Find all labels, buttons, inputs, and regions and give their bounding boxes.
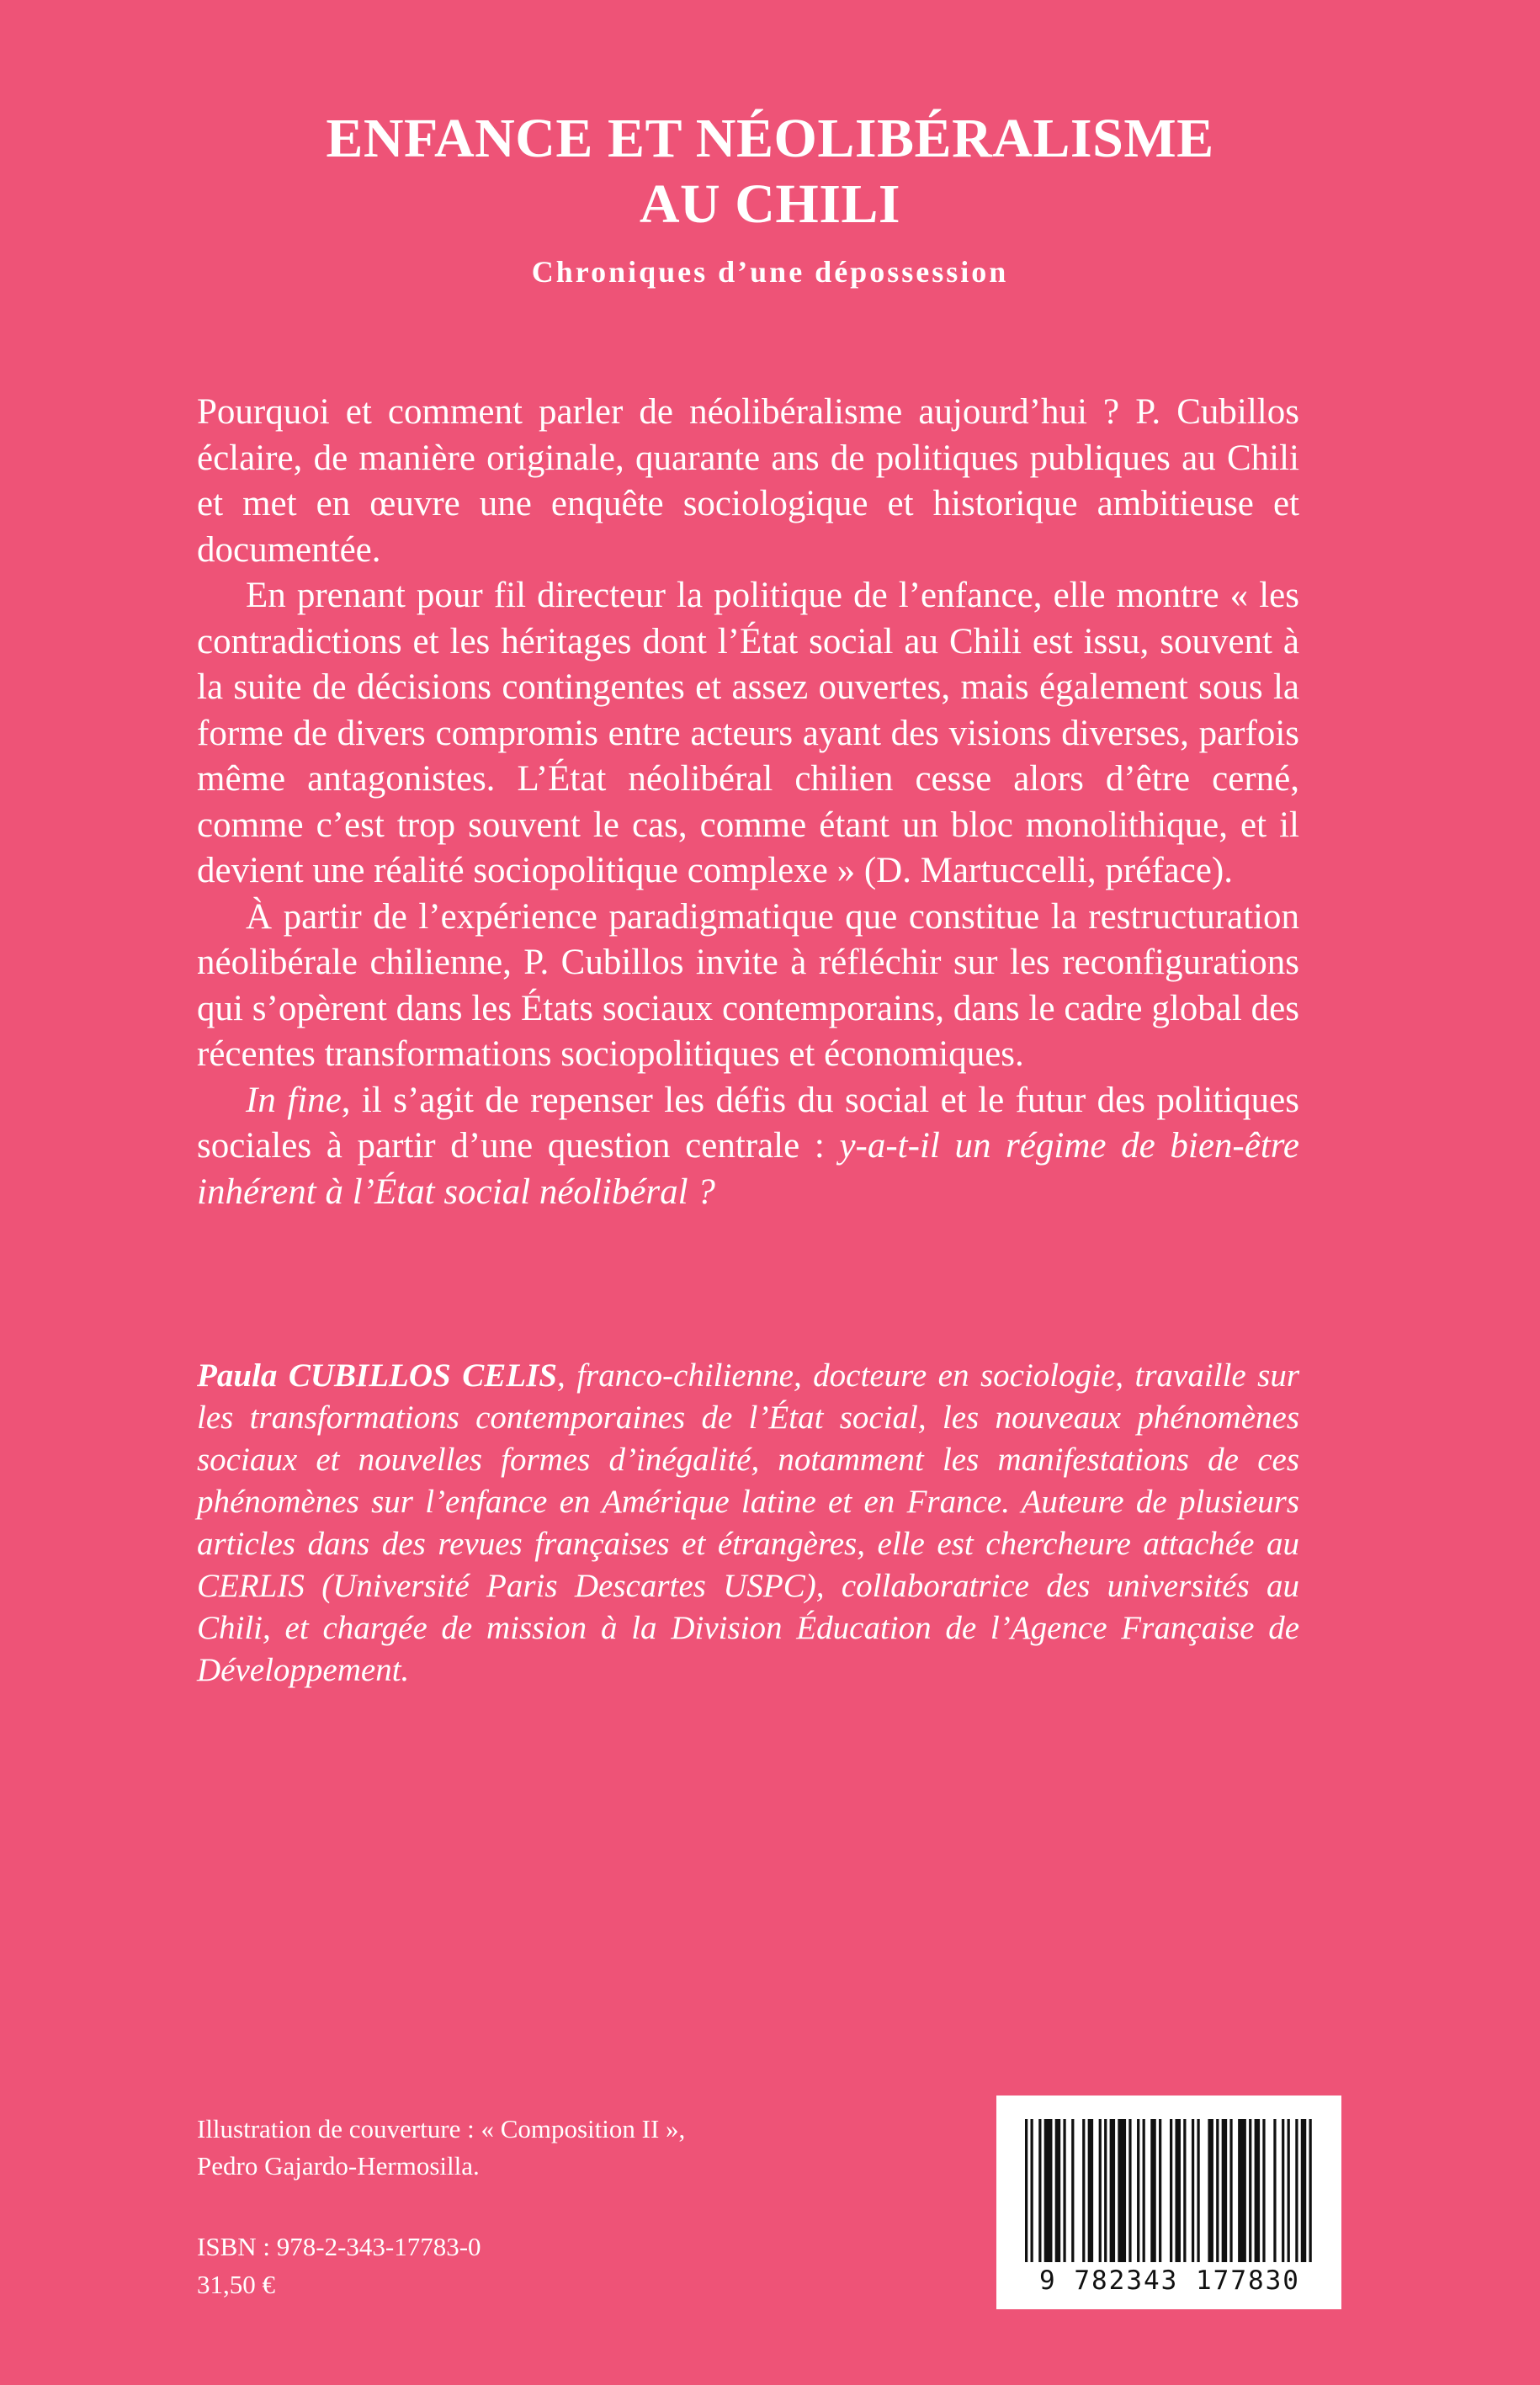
summary-text [197,390,1299,1215]
cover-illustration-credit [197,2111,685,2185]
central-question: y-a-t-il un régime de bien-être inhérent à l’État social néolibéral ? [197,1126,1299,1212]
summary-paragraph-3: À partir de l’expérience paradigmatique que constitue la restructuration néolibérale chilienne, P. Cubillos invite à réfléchir sur les reconfigurations qui s’opèrent dans les États sociaux contemporains, dans le cadre global des récentes transformations sociopolitiques et économiques. [197,896,1299,1074]
author-bio [197,1355,1299,1692]
author-first-name: Paula [197,1357,278,1394]
author-surname: CUBILLOS CELIS [288,1357,557,1394]
author-bio-text: , franco-chilienne, docteure en sociologie, travaille sur les transformations contemporaines de l’État social, les nouveaux phénomènes sociaux et nouvelles formes d’inégalité, notamment les manifestations de ces phénomènes sur l’enfance en Amérique latine et en France. Auteure de plusieurs articles dans des revues françaises et étrangères, elle est chercheure attachée au CERLIS (Université Paris Descartes USPC), collaboratrice des universités au Chili, et chargée de mission à la Division Éducation de l’Agence Française de Développement. [197,1357,1300,1688]
in-fine-italic: In fine [246,1080,342,1120]
summary-paragraph-4 [197,1078,1299,1216]
credit-line-1: Illustration de couverture : « Composition II », [197,2114,686,2143]
credit-line-2: Pedro Gajardo-Hermosilla. [197,2151,480,2180]
title-line-2: AU CHILI [639,173,901,235]
price: 31,50 € [197,2270,275,2299]
summary-paragraph-1: Pourquoi et comment parler de néolibéralisme aujourd’hui ? P. Cubillos éclaire, de manière originale, quarante ans de politiques publiques au Chili et met en œuvre une enquête sociologique et historique ambitieuse et documentée. [197,392,1299,570]
barcode [996,2096,1341,2309]
subtitle: Chroniques d’une dépossession [531,255,1009,289]
title-line-1: ENFANCE ET NÉOLIBÉRALISME [326,108,1214,169]
barcode-bars-icon [1020,2119,1320,2267]
isbn: ISBN : 978-2-343-17783-0 [197,2232,481,2261]
summary-paragraph-4-text: , il s’agit de repenser les défis du social et le futur des politiques sociales à partir d’une question centrale : [197,1080,1299,1166]
barcode-digits: 9 782343 177830 [1039,2265,1300,2296]
summary-paragraph-2: En prenant pour fil directeur la politique de l’enfance, elle montre « les contradictions et les héritages dont l’État social au Chili est issu, souvent à la suite de décisions contingentes et assez ouvertes, mais également sous la forme de divers compromis entre acteurs ayant des visions diverses, parfois même antagonistes. L’État néolibéral chilien cesse alors d’être cerné, comme c’est trop souvent le cas, comme étant un bloc monolithique, et il devient une réalité sociopolitique complexe » (D. Martuccelli, préface). [197,576,1299,890]
